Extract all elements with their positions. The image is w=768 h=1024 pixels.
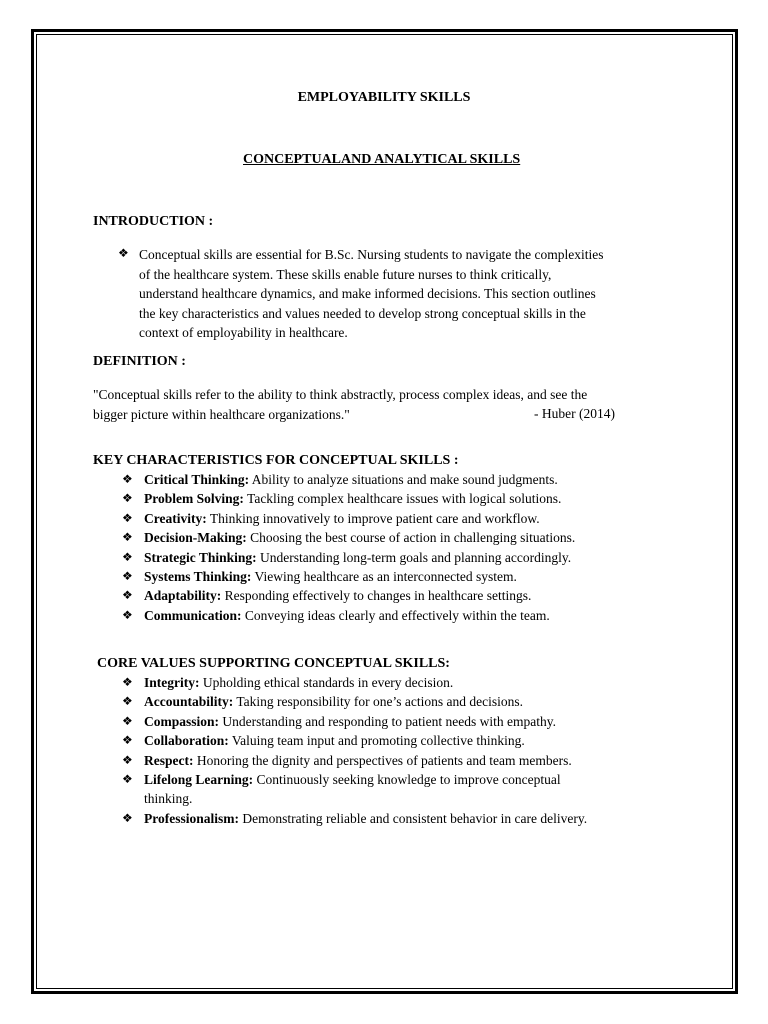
list-item-term: Lifelong Learning:: [144, 772, 254, 787]
list-item-text: Understanding long-term goals and planning accordingly.: [256, 549, 572, 565]
bullet-icon: ❖: [122, 510, 133, 525]
introduction-line: the key characteristics and values needed to develop strong conceptual skills in the: [139, 305, 586, 321]
list-item: [144, 606, 550, 626]
list-item: [144, 528, 575, 548]
list-item-text: Honoring the dignity and perspectives of patients and team members.: [193, 752, 572, 768]
list-item-term: Adaptability:: [144, 588, 222, 604]
list-item: [144, 731, 525, 751]
list-item-term: Creativity:: [144, 510, 207, 526]
definition-heading: DEFINITION :: [93, 354, 186, 369]
list-item: [144, 751, 572, 771]
list-item: [144, 470, 558, 490]
list-item-text: Conveying ideas clearly and effectively within the team.: [241, 607, 550, 623]
list-item-term: Systems Thinking:: [144, 569, 252, 584]
list-item-term: Problem Solving:: [144, 491, 244, 507]
list-item-text: Upholding ethical standards in every decision.: [199, 675, 454, 690]
document-title: EMPLOYABILITY SKILLS: [297, 90, 471, 105]
list-item-text: Responding effectively to changes in healthcare settings.: [221, 588, 532, 604]
list-item: [144, 692, 523, 712]
list-item: [144, 673, 453, 693]
introduction-line: understand healthcare dynamics, and make informed decisions. This section outlines: [139, 286, 596, 301]
core-values-heading: CORE VALUES SUPPORTING CONCEPTUAL SKILLS:: [97, 656, 450, 671]
list-item-text: Taking responsibility for one’s actions and decisions.: [233, 694, 524, 710]
list-item-text: Valuing team input and promoting collective thinking.: [228, 733, 525, 749]
list-item-term: Accountability:: [144, 694, 234, 710]
bullet-icon: ❖: [118, 246, 129, 260]
introduction-paragraph: [139, 245, 684, 343]
list-item-term: Respect:: [144, 752, 194, 768]
definition-quote: [93, 385, 587, 424]
list-item-text: Ability to analyze situations and make sound judgments.: [249, 472, 558, 487]
list-item-term: Compassion:: [144, 713, 220, 729]
list-item: [144, 548, 571, 568]
key-characteristics-heading: KEY CHARACTERISTICS FOR CONCEPTUAL SKILLS :: [93, 453, 459, 468]
list-item-text: Tackling complex healthcare issues with logical solutions.: [243, 491, 562, 507]
list-item-text: Understanding and responding to patient needs with empathy.: [219, 713, 556, 729]
list-item-term: Integrity:: [144, 675, 200, 690]
definition-citation: - Huber (2014): [534, 406, 615, 421]
document-subtitle: CONCEPTUALAND ANALYTICAL SKILLS: [243, 152, 521, 167]
introduction-line: of the healthcare system. These skills enable future nurses to think critically,: [139, 266, 552, 282]
list-item-term: Decision-Making:: [144, 530, 247, 546]
list-item: [144, 586, 531, 606]
introduction-line: context of employability in healthcare.: [139, 325, 348, 340]
bullet-icon: ❖: [122, 733, 133, 748]
list-item-text: Continuously seeking knowledge to improve conceptual: [253, 772, 561, 787]
bullet-icon: ❖: [122, 530, 133, 545]
list-item: [144, 809, 587, 829]
list-item-term: Strategic Thinking:: [144, 549, 257, 565]
list-item: [144, 567, 517, 587]
bullet-icon: ❖: [122, 569, 133, 583]
bullet-icon: ❖: [122, 588, 133, 603]
bullet-icon: ❖: [122, 752, 133, 767]
bullet-icon: ❖: [122, 549, 133, 564]
list-item-text: Thinking innovatively to improve patient care and workflow.: [206, 510, 540, 526]
list-item-term: Communication:: [144, 607, 242, 623]
bullet-icon: ❖: [122, 491, 133, 506]
bullet-icon: ❖: [122, 607, 133, 622]
list-item: [144, 770, 561, 790]
introduction-line: Conceptual skills are essential for B.Sc. Nursing students to navigate the complexities: [139, 247, 604, 262]
list-item-text: Viewing healthcare as an interconnected system.: [251, 569, 517, 584]
definition-line: "Conceptual skills refer to the ability to think abstractly, process complex ideas, and see the: [93, 387, 588, 402]
definition-line: bigger picture within healthcare organizations.": [93, 406, 350, 422]
bullet-icon: ❖: [122, 472, 133, 486]
list-item: [144, 489, 561, 509]
bullet-icon: ❖: [122, 713, 133, 728]
list-item-term: Critical Thinking:: [144, 472, 250, 487]
list-item: [144, 509, 540, 529]
introduction-heading: INTRODUCTION :: [93, 214, 214, 229]
bullet-icon: ❖: [122, 810, 133, 825]
bullet-icon: ❖: [122, 675, 133, 689]
list-item-text: Demonstrating reliable and consistent behavior in care delivery.: [239, 810, 588, 826]
list-item: [144, 712, 556, 732]
list-item-term: Professionalism:: [144, 810, 239, 826]
bullet-icon: ❖: [122, 694, 133, 709]
list-item-continuation: thinking.: [144, 791, 193, 807]
list-item-term: Collaboration:: [144, 733, 229, 749]
list-item-text: Choosing the best course of action in challenging situations.: [246, 530, 576, 546]
bullet-icon: ❖: [122, 772, 133, 786]
